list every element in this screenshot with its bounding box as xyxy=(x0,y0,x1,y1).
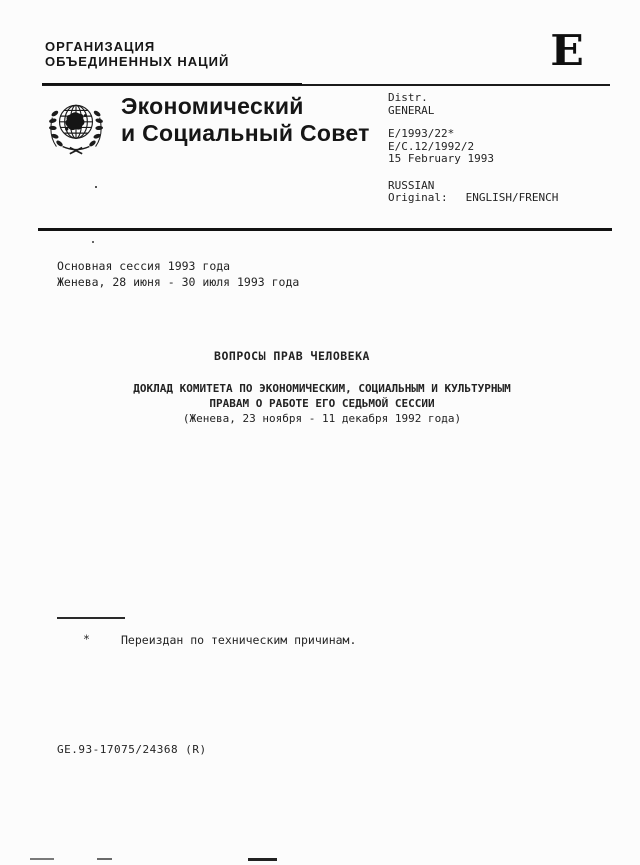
distr-label: Distr. xyxy=(388,91,428,104)
report-title xyxy=(10,381,634,426)
header-divider-line xyxy=(42,84,610,86)
org-name-line2: ОБЪЕДИНЕННЫХ НАЦИЙ xyxy=(45,54,230,69)
un-organization-name xyxy=(45,39,229,69)
distribution-block xyxy=(388,92,558,205)
session-line1: Основная сессия 1993 года xyxy=(57,259,231,273)
original-label: Original: xyxy=(388,191,448,204)
council-title xyxy=(121,93,370,147)
doc-date: 15 February 1993 xyxy=(388,152,494,165)
report-title-line2: ПРАВАМ О РАБОТЕ ЕГО СЕДЬМОЙ СЕССИИ xyxy=(209,397,435,410)
scan-edge-mark xyxy=(30,858,54,860)
agenda-heading-wrap xyxy=(0,345,584,364)
document-series-letter: E xyxy=(550,26,584,75)
report-title-line3: (Женева, 23 ноября - 11 декабря 1992 года) xyxy=(182,412,462,425)
scan-speck xyxy=(95,186,97,188)
report-title-line1: ДОКЛАД КОМИТЕТА ПО ЭКОНОМИЧЕСКИМ, СОЦИАЛЬНЫМ И КУЛЬТУРНЫМ xyxy=(133,382,511,395)
council-title-line2: и Социальный Совет xyxy=(121,120,370,146)
agenda-heading: ВОПРОСЫ ПРАВ ЧЕЛОВЕКА xyxy=(214,349,370,363)
session-info xyxy=(57,258,299,290)
doc-symbol-1: E/1993/22* xyxy=(388,127,455,140)
doc-language: RUSSIAN xyxy=(388,178,435,192)
un-emblem-icon xyxy=(42,95,110,163)
distr-type: GENERAL xyxy=(388,103,435,117)
scan-edge-mark xyxy=(97,858,112,860)
doc-symbol-2: E/C.12/1992/2 xyxy=(388,139,475,153)
org-name-line1: ОРГАНИЗАЦИЯ xyxy=(45,39,156,54)
council-title-line1: Экономический xyxy=(121,93,304,119)
footnote-marker: * xyxy=(83,632,90,646)
scan-edge-mark xyxy=(248,858,277,861)
document-reference: GE.93-17075/24368 (R) xyxy=(57,743,207,756)
original-language-line xyxy=(388,192,558,205)
footnote-divider-line xyxy=(57,617,125,619)
section-divider-line xyxy=(38,228,612,231)
scan-speck xyxy=(92,241,94,243)
original-languages: ENGLISH/FRENCH xyxy=(465,191,559,204)
footnote-text: Переиздан по техническим причинам. xyxy=(121,633,357,647)
session-line2: Женева, 28 июня - 30 июля 1993 года xyxy=(57,275,300,289)
